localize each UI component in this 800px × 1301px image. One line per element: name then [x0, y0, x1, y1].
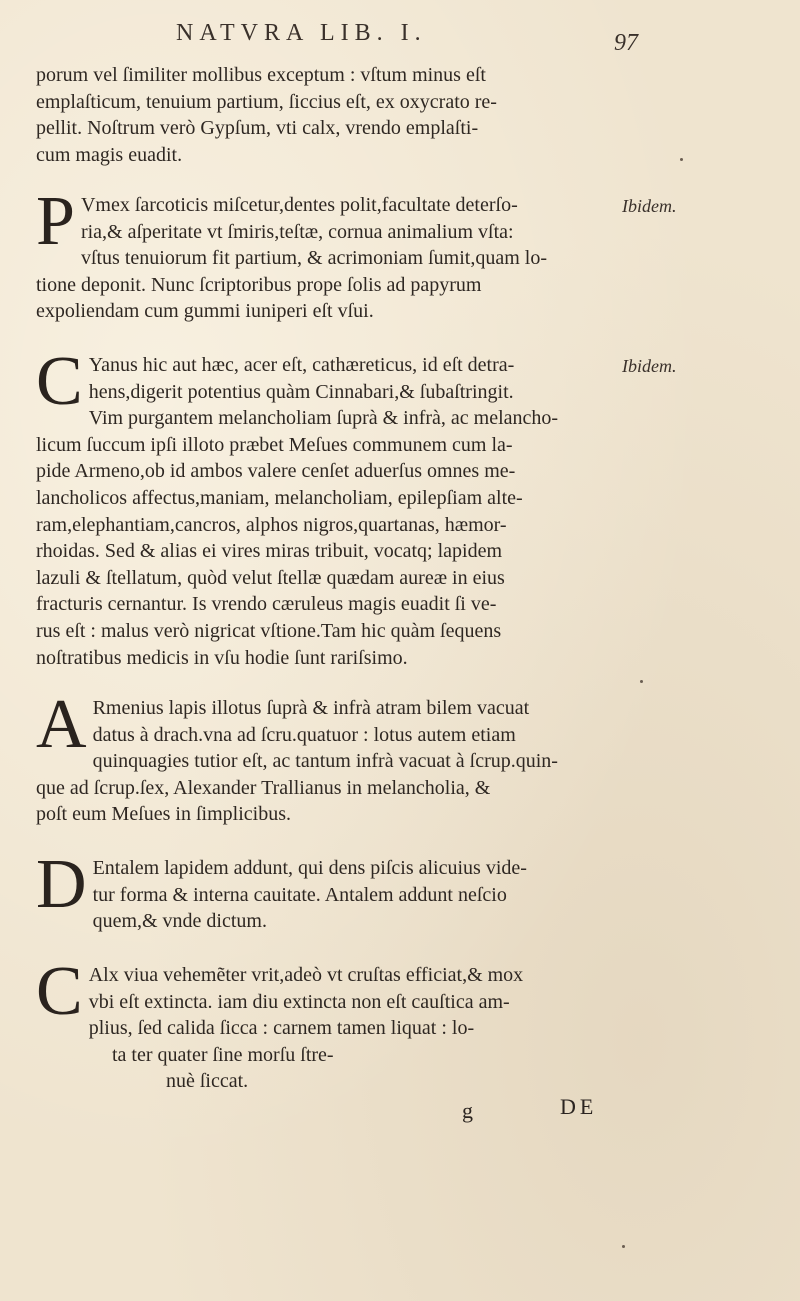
text-line: porum vel ſimiliter mollibus exceptum : vſtum minus eſt — [36, 64, 486, 86]
text-line: poſt eum Meſues in ſimplicibus. — [36, 803, 291, 826]
text-line: Alx viua vehemẽter vrit,adeò vt cruſtas efficiat,& mox — [88, 964, 524, 986]
text-line: fracturis cernantur. Is vrendo cæruleus magis euadit ſi ve- — [36, 593, 497, 616]
paper-speck — [680, 158, 683, 161]
paragraph-dentalem — [36, 846, 614, 935]
text-line: expoliendam cum gummi iuniperi eſt vſui. — [36, 300, 374, 323]
text-line: Vim purgantem melancholiam ſuprà & infrà, ac melancho- — [88, 407, 559, 430]
margin-note: Ibidem. — [622, 356, 677, 376]
paper-speck — [640, 680, 643, 683]
text-line: nuè ſiccat. — [166, 1070, 249, 1093]
text-line: hens,digerit potentius quàm Cinnabari,& ſubaſtringit. — [88, 380, 514, 403]
text-line: datus à drach.vna ad ſcru.quatuor : lotus autem etiam — [92, 723, 516, 746]
text-line: tione deponit. Nunc ſcriptoribus prope ſolis ad papyrum — [36, 273, 482, 296]
text-line: vbi eſt extincta. iam diu extincta non eſt cauſtica am- — [88, 990, 510, 1013]
text-line: ta ter quater ſine morſu ſtre- — [112, 1043, 334, 1066]
paragraph-cyanus — [36, 343, 614, 671]
signature-mark: g — [462, 1098, 473, 1123]
text-line: vſtus tenuiorum fit partium, & acrimoniam ſumit,quam lo- — [80, 247, 547, 270]
paragraph-armenius — [36, 686, 614, 828]
text-line: Yanus hic aut hæc, acer eſt, cathæreticus, id eſt detra- — [88, 354, 515, 376]
drop-cap: P — [36, 183, 75, 260]
text-line: cum magis euadit. — [36, 143, 183, 166]
paragraph-continuation — [36, 62, 614, 168]
text-line: ram,elephantiam,cancros, alphos nigros,quartanas, hæmor- — [36, 513, 507, 536]
text-line: pellit. Noſtrum verò Gypſum, vti calx, vrendo emplaſti- — [36, 117, 479, 140]
paragraph-pumex — [36, 183, 614, 325]
text-line: pide Armeno,ob id ambos valere cenſet aduerſus omnes me- — [36, 460, 516, 483]
drop-cap: A — [36, 686, 87, 763]
paper-speck — [622, 1245, 625, 1248]
text-line: tur forma & interna cauitate. Antalem addunt neſcio — [92, 883, 507, 906]
text-line: rhoidas. Sed & alias ei vires miras tribuit, vocatq; lapidem — [36, 540, 503, 563]
text-line: rus eſt : malus verò nigricat vſtione.Tam hic quàm ſequens — [36, 619, 502, 642]
running-title: NATVRA LIB. I. — [176, 20, 427, 46]
page-number: 97 — [614, 30, 638, 56]
text-line: Rmenius lapis illotus ſuprà & infrà atram bilem vacuat — [92, 697, 530, 719]
text-line: Entalem lapidem addunt, qui dens piſcis alicuius vide- — [92, 857, 527, 879]
text-line: Vmex ſarcoticis miſcetur,dentes polit,facultate deterſo- — [80, 194, 518, 216]
margin-note: Ibidem. — [622, 196, 677, 216]
catchword: DE — [560, 1094, 598, 1119]
drop-cap: C — [36, 953, 83, 1030]
drop-cap: D — [36, 846, 87, 923]
text-line: noſtratibus medicis in vſu hodie ſunt rariſsimo. — [36, 646, 408, 669]
text-line: quem,& vnde dictum. — [92, 910, 267, 933]
drop-cap: C — [36, 343, 83, 420]
text-line: lazuli & ſtellatum, quòd velut ſtellæ quædam aureæ in eius — [36, 566, 505, 589]
text-line: quinquagies tutior eſt, ac tantum infrà vacuat à ſcrup.quin- — [92, 750, 558, 773]
paragraph-calx — [36, 953, 614, 1095]
text-line: lancholicos affectus,maniam, melancholiam, epilepſiam alte- — [36, 486, 523, 509]
text-line: ria,& aſperitate vt ſmiris,teſtæ, cornua animalium vſta: — [80, 220, 514, 243]
text-line: emplaſticum, tenuium partium, ſiccius eſt, ex oxycrato re- — [36, 90, 497, 113]
text-line: que ad ſcrup.ſex, Alexander Trallianus in melancholia, & — [36, 776, 491, 799]
text-line: plius, ſed calida ſicca : carnem tamen liquat : lo- — [88, 1017, 475, 1040]
text-line: licum ſuccum ipſi illoto præbet Meſues communem cum la- — [36, 433, 513, 456]
